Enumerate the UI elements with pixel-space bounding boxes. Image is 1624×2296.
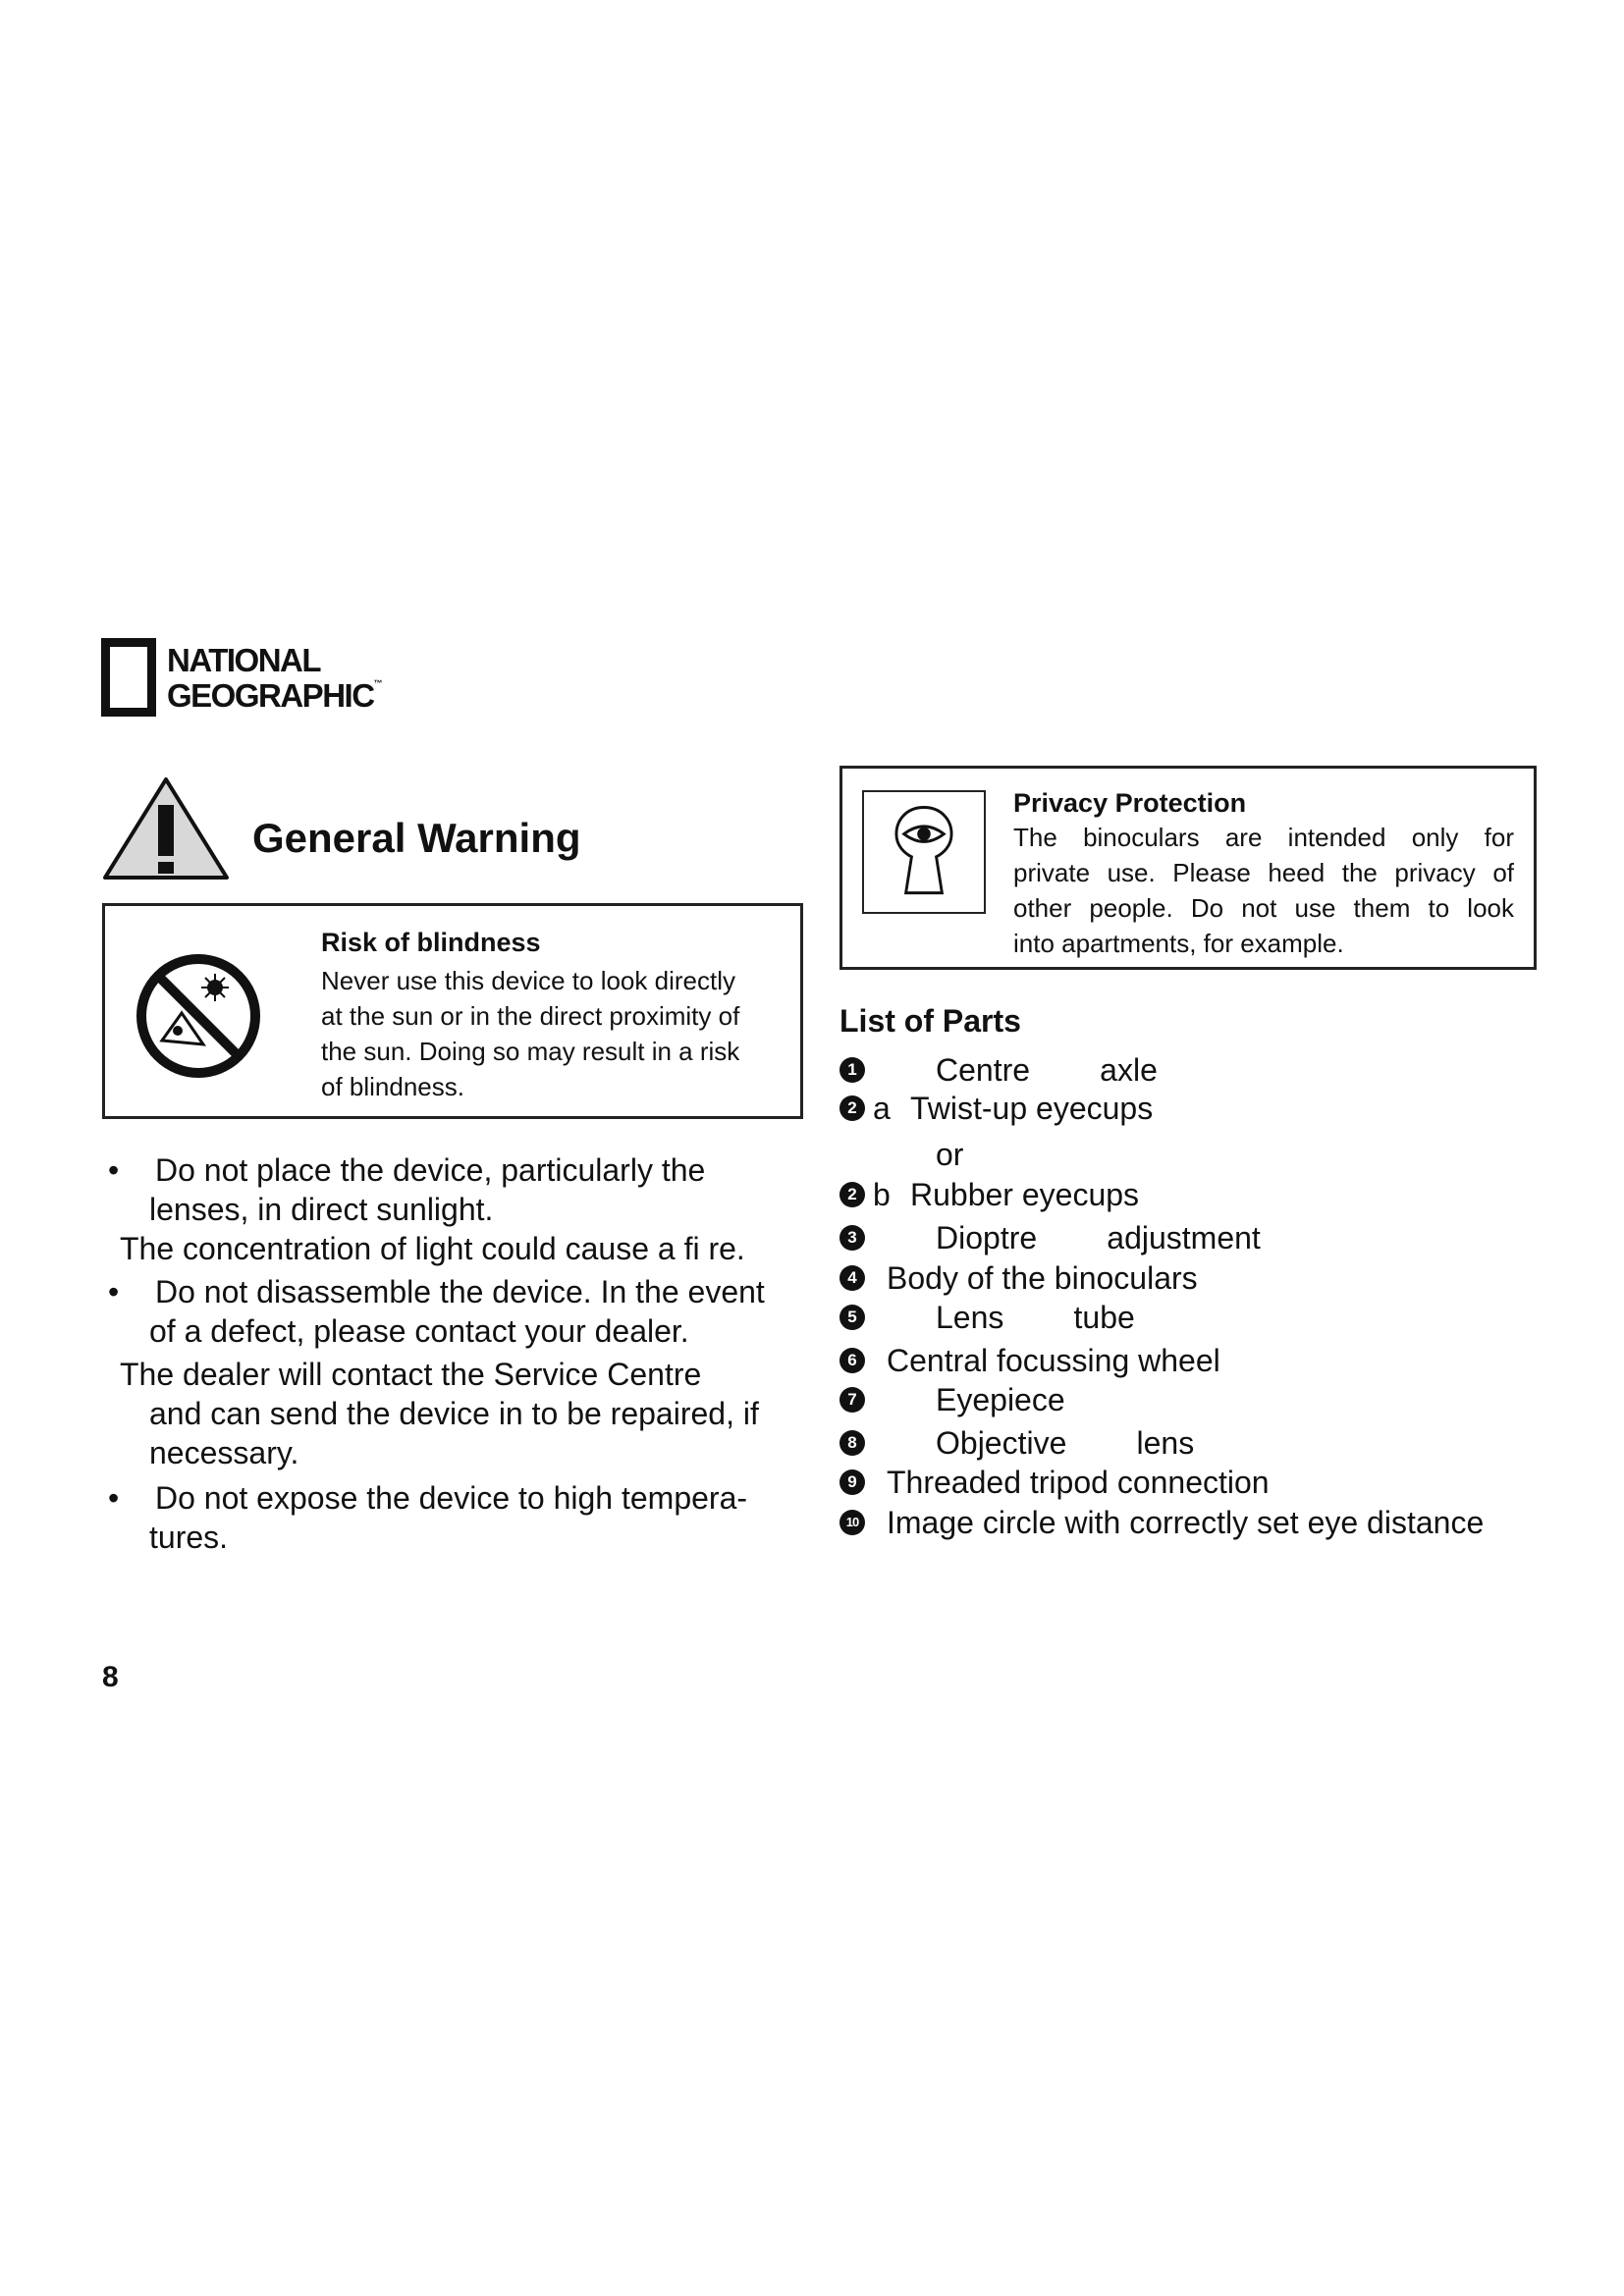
number-badge-icon: 2 <box>839 1095 865 1121</box>
bullet-line: The dealer will contact the Service Centre <box>120 1357 702 1392</box>
list-of-parts-title: List of Parts <box>839 1003 1021 1039</box>
keyhole-eye-icon <box>864 792 984 912</box>
privacy-protection-box <box>839 766 1537 970</box>
text-line: into apartments, for example. <box>1013 929 1344 958</box>
risk-of-blindness-text <box>321 963 783 1104</box>
list-item <box>839 1343 1220 1379</box>
bullet-line: and can send the device in to be repaired, if <box>149 1396 759 1431</box>
part-suffix: b <box>873 1177 891 1212</box>
text-line: at the sun or in the direct proximity of <box>321 1001 740 1031</box>
bullet-line: of a defect, please contact your dealer. <box>149 1313 689 1349</box>
part-name: Objective lens <box>936 1425 1195 1461</box>
number-badge-icon: 5 <box>839 1305 865 1330</box>
number-badge-icon: 2 <box>839 1182 865 1207</box>
list-item <box>839 1177 1140 1213</box>
text-line: the sun. Doing so may result in a risk <box>321 1037 740 1066</box>
bullet-line: Do not place the device, particularly the <box>155 1152 706 1188</box>
list-item <box>839 1220 1261 1256</box>
part-name: Dioptre adjustment <box>936 1220 1261 1255</box>
part-name: Lens tube <box>936 1300 1135 1335</box>
list-item: or <box>936 1137 964 1172</box>
number-badge-icon: 6 <box>839 1348 865 1373</box>
bullet-item <box>108 1272 815 1478</box>
list-item <box>839 1382 1065 1418</box>
privacy-icon-frame <box>862 790 986 914</box>
risk-of-blindness-box <box>102 903 803 1119</box>
logo-line-1: NATIONAL <box>167 642 321 678</box>
number-badge-icon: 1 <box>839 1057 865 1083</box>
general-warning-title: General Warning <box>252 815 581 861</box>
bullet-line: necessary. <box>149 1435 299 1470</box>
bullet-line: The concentration of light could cause a fi re. <box>120 1231 745 1266</box>
bullet-line: Do not disassemble the device. In the event <box>155 1274 765 1309</box>
part-name: Centre axle <box>936 1052 1158 1088</box>
part-suffix: a <box>873 1091 891 1126</box>
number-badge-icon: 3 <box>839 1225 865 1251</box>
logo-frame-icon <box>101 638 156 717</box>
bullet-item <box>108 1150 815 1278</box>
list-item <box>839 1505 1485 1541</box>
list-item <box>839 1300 1135 1336</box>
national-geographic-logo <box>101 638 396 719</box>
part-name: Body of the binoculars <box>887 1260 1198 1296</box>
part-name: Eyepiece <box>936 1382 1065 1417</box>
number-badge-icon: 7 <box>839 1387 865 1413</box>
part-name: Image circle with correctly set eye distance <box>887 1505 1485 1540</box>
bullet-dot-icon: • <box>108 1274 120 1309</box>
number-badge-icon: 4 <box>839 1265 865 1291</box>
text-line: Never use this device to look directly <box>321 966 735 995</box>
no-sun-viewing-icon <box>135 952 262 1080</box>
part-name: Threaded tripod connection <box>887 1465 1270 1500</box>
part-name: Central focussing wheel <box>887 1343 1220 1378</box>
warning-triangle-icon <box>101 775 231 881</box>
logo-line-2: GEOGRAPHIC™ <box>167 677 383 714</box>
number-badge-icon: 9 <box>839 1469 865 1495</box>
list-item <box>839 1425 1195 1462</box>
number-badge-icon: 8 <box>839 1430 865 1456</box>
list-item <box>839 1260 1198 1297</box>
text-line: of blindness. <box>321 1072 464 1101</box>
bullet-dot-icon: • <box>108 1480 120 1516</box>
bullet-item <box>108 1478 815 1567</box>
text-line: other people. Do not use them to look <box>1013 893 1514 923</box>
part-name: Twist-up eyecups <box>910 1091 1154 1126</box>
page-number: 8 <box>102 1661 119 1693</box>
text-line: private use. Please heed the privacy of <box>1013 858 1514 887</box>
bullet-line: lenses, in direct sunlight. <box>149 1192 494 1227</box>
bullet-line: Do not expose the device to high tempera- <box>155 1480 748 1516</box>
list-item <box>839 1465 1270 1501</box>
privacy-protection-title: Privacy Protection <box>1013 788 1247 818</box>
bullet-line: tures. <box>149 1520 229 1555</box>
risk-of-blindness-title: Risk of blindness <box>321 928 541 957</box>
list-item <box>839 1091 1154 1127</box>
bullet-dot-icon: • <box>108 1152 120 1188</box>
list-item <box>839 1052 1158 1089</box>
number-badge-icon: 10 <box>839 1510 865 1535</box>
text-line: The binoculars are intended only for <box>1013 823 1514 852</box>
part-name: Rubber eyecups <box>910 1177 1140 1212</box>
privacy-protection-text <box>1013 820 1514 961</box>
